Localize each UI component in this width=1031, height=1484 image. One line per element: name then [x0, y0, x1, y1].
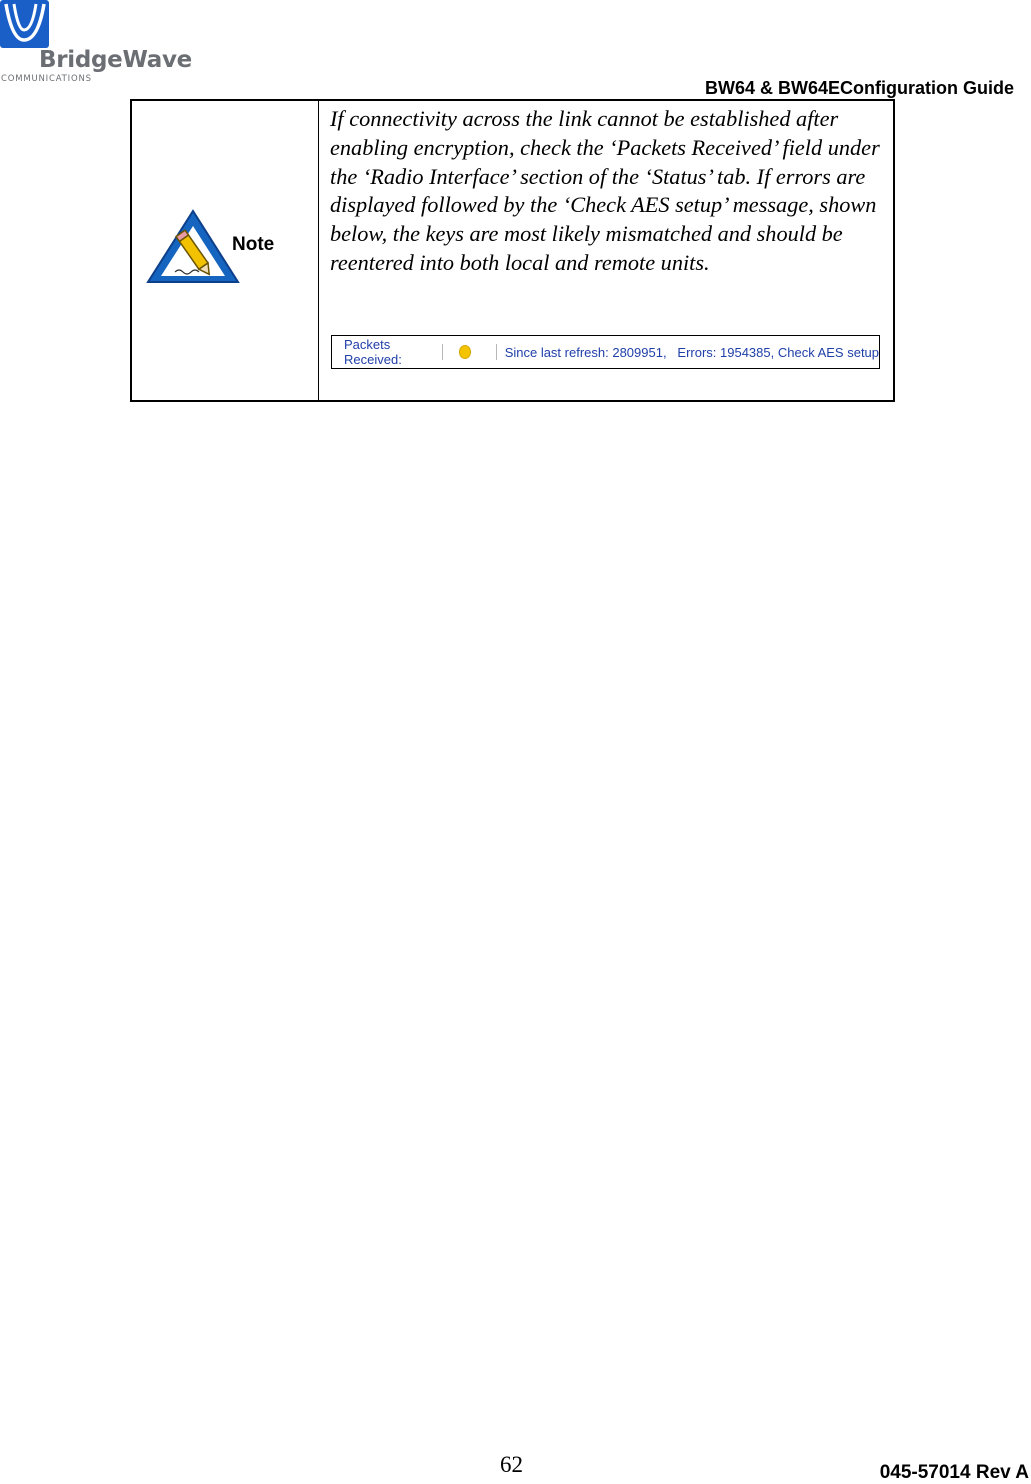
- pencil-warning-triangle-icon: [145, 208, 241, 286]
- separator: [442, 344, 443, 360]
- separator: [496, 344, 497, 360]
- packets-received-status-example: [331, 335, 880, 369]
- page-number: 62: [500, 1452, 523, 1477]
- bridgewave-logo-mark: [0, 0, 52, 50]
- yellow-status-led-icon: [459, 345, 471, 359]
- packets-received-info: Since last refresh: 2809951, Errors: 1954385, Check AES setup: [504, 344, 880, 360]
- note-text: If connectivity across the link cannot be established after enabling encryption, check the ‘Packets Received’ field under the ‘Radio Interface’ section of the ‘Status’ tab. If errors are displayed followed by the ‘Check AES setup’ message, shown below, the keys are most likely mismatched and should be reentered into both local and remote units.: [330, 106, 880, 275]
- logo-brand-name: BridgeWave: [39, 47, 192, 73]
- document-title: BW64 & BW64EConfiguration Guide: [704, 78, 1014, 98]
- note-icon-cell: [132, 101, 319, 400]
- note-content-cell: [319, 101, 893, 400]
- note-label: Note: [232, 234, 275, 255]
- logo-tagline: COMMUNICATIONS: [1, 74, 92, 84]
- packets-received-label: Packets Received:: [344, 337, 402, 367]
- note-box: [130, 99, 895, 402]
- document-id: 045-57014 Rev A: [879, 1462, 1029, 1483]
- bridgewave-logo: [0, 0, 200, 90]
